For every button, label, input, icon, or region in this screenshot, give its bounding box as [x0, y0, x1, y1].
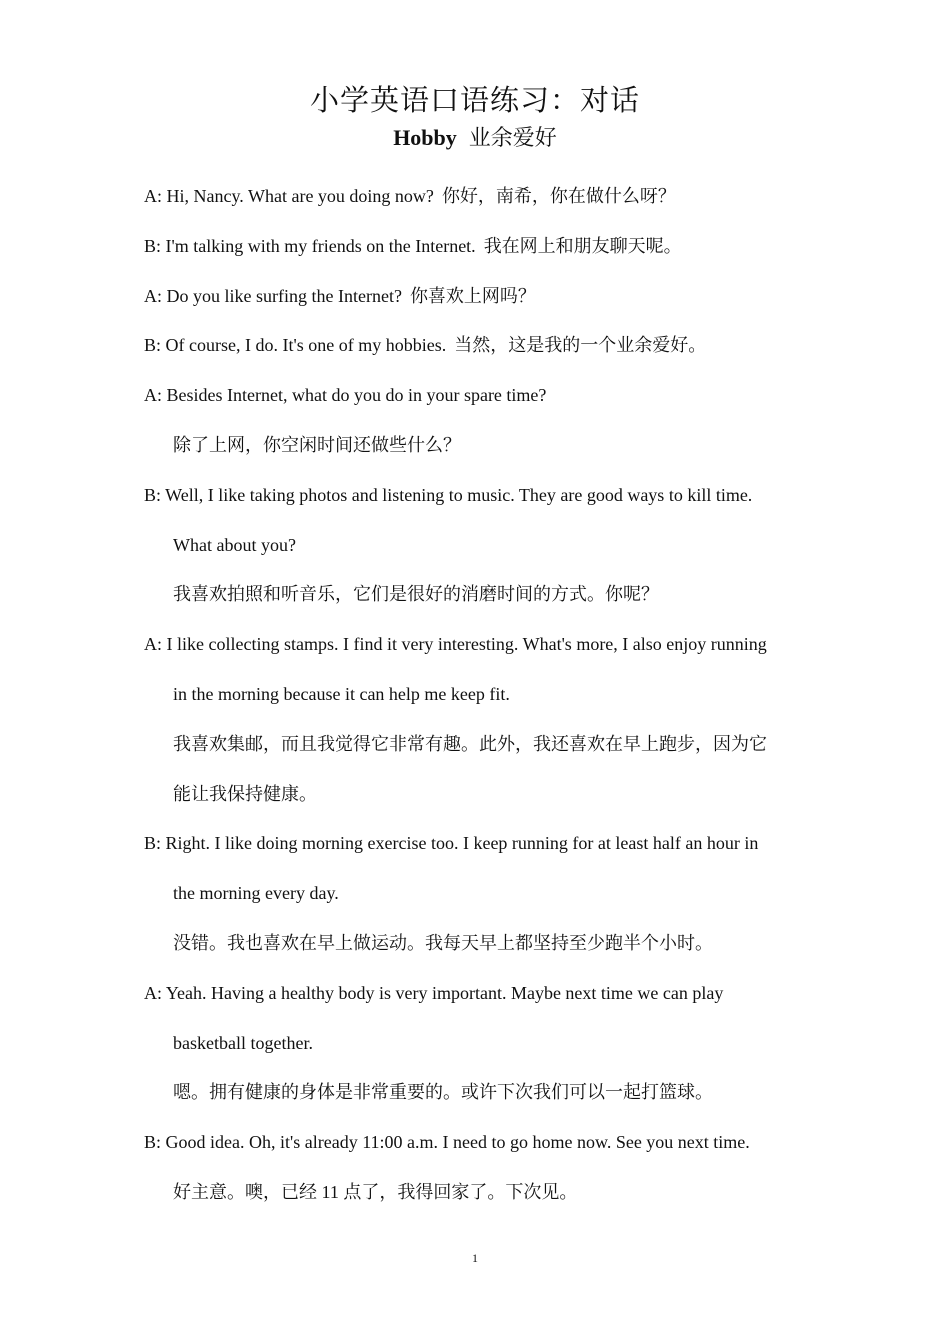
dialogue-line [144, 172, 824, 222]
dialogue-line [144, 421, 824, 471]
line-chinese: 好主意。噢，已经 11 点了，我得回家了。下次见。 [173, 1181, 578, 1202]
document-subtitle [0, 121, 950, 155]
dialogue-line [144, 819, 824, 869]
line-chinese: 当然，这是我的一个业余爱好。 [454, 335, 707, 356]
dialogue-line [144, 1118, 824, 1168]
line-english: in the morning because it can help me keep fit. [173, 683, 510, 704]
line-chinese: 我喜欢集邮，而且我觉得它非常有趣。此外，我还喜欢在早上跑步，因为它 [173, 733, 767, 754]
dialogue-line [144, 471, 824, 521]
dialogue-line [144, 969, 824, 1019]
dialogue-line [144, 272, 824, 322]
line-english: B: Well, I like taking photos and listening to music. They are good ways to kill time. [144, 484, 753, 505]
dialogue-line [144, 720, 824, 770]
line-english: A: Yeah. Having a healthy body is very important. Maybe next time we can play [144, 982, 724, 1003]
page-number: 1 [472, 1251, 478, 1265]
line-english: the morning every day. [173, 883, 339, 904]
dialogue-line [144, 620, 824, 670]
line-chinese: 没错。我也喜欢在早上做运动。我每天早上都坚持至少跑半个小时。 [173, 932, 713, 953]
dialogue-line [144, 670, 824, 720]
dialogue-line [144, 1068, 824, 1118]
line-english: B: Good idea. Oh, it's already 11:00 a.m. I need to go home now. See you next time. [144, 1132, 750, 1153]
line-chinese: 你好，南希，你在做什么呀？ [441, 186, 676, 206]
dialogue-line [144, 371, 824, 421]
line-english: B: Right. I like doing morning exercise too. I keep running for at least half an hour in [144, 833, 759, 854]
dialogue-line [144, 222, 824, 272]
dialogue-line [144, 321, 824, 371]
line-chinese: 你喜欢上网吗？ [409, 285, 536, 306]
dialogue-line [144, 1019, 824, 1069]
document-title: 小学英语口语练习：对话 [309, 85, 640, 118]
dialogue-line [144, 570, 824, 620]
dialogue-line [144, 869, 824, 919]
dialogue-list [144, 172, 824, 1218]
line-english: A: Do you like surfing the Internet? [144, 285, 402, 306]
line-chinese: 除了上网，你空闲时间还做些什么？ [173, 434, 461, 455]
dialogue-line [144, 521, 824, 571]
subtitle-english: Hobby [393, 125, 457, 150]
subtitle-chinese: 业余爱好 [468, 125, 557, 150]
line-english: What about you? [173, 534, 296, 555]
line-english: A: Besides Internet, what do you do in your spare time? [144, 385, 547, 406]
dialogue-line [144, 919, 824, 969]
line-english: B: I'm talking with my friends on the Internet. [144, 235, 476, 256]
line-english: basketball together. [173, 1032, 313, 1053]
dialogue-line [144, 770, 824, 820]
line-english: A: I like collecting stamps. I find it very interesting. What's more, I also enjoy running [144, 634, 767, 655]
line-chinese: 我喜欢拍照和听音乐，它们是很好的消磨时间的方式。你呢？ [173, 584, 659, 605]
line-chinese: 能让我保持健康。 [173, 783, 317, 804]
line-english: B: Of course, I do. It's one of my hobbies. [144, 335, 447, 356]
line-chinese: 嗯。拥有健康的身体是非常重要的。或许下次我们可以一起打篮球。 [173, 1082, 713, 1103]
line-chinese: 我在网上和朋友聊天呢。 [483, 235, 682, 256]
line-english: A: Hi, Nancy. What are you doing now? [144, 186, 434, 206]
dialogue-line [144, 1168, 824, 1218]
